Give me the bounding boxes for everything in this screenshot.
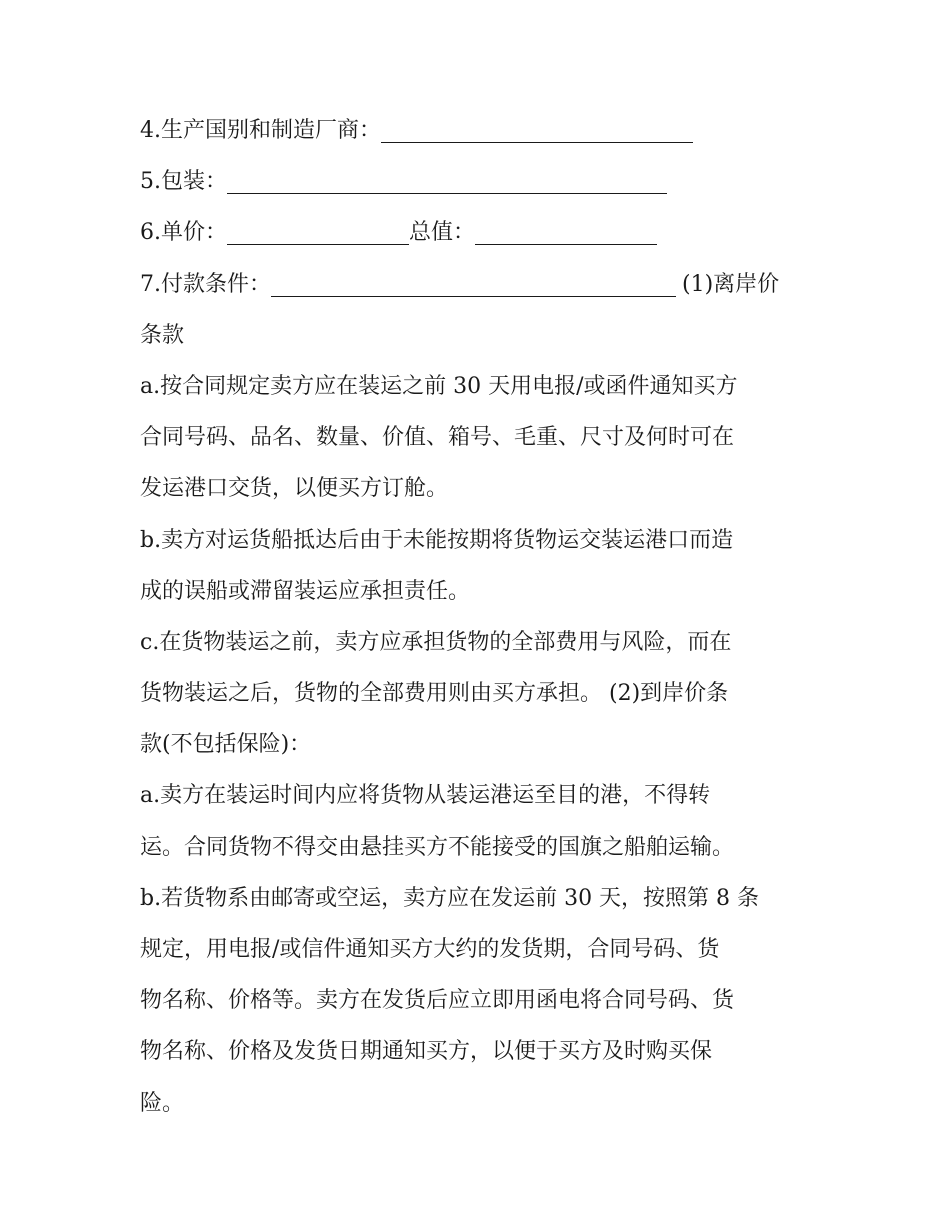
- clause-b2-line5: 险。: [140, 1090, 185, 1116]
- clause-b2-line3: 物名称、价格等。卖方在发货后应立即用函电将合同号码、货: [140, 988, 735, 1014]
- item-4-label: 4.生产国别和制造厂商：: [140, 118, 381, 143]
- payment-terms-blank: [271, 266, 676, 297]
- origin-manufacturer-blank: [381, 112, 693, 143]
- clause-b2-line4: 物名称、价格及发货日期通知买方，以便于买方及时购买保: [140, 1039, 713, 1065]
- clause-b1-line1: b.卖方对运货船抵达后由于未能按期将货物运交装运港口而造: [140, 527, 734, 553]
- clause-a2-line1: a.卖方在装运时间内应将货物从装运港运至目的港，不得转: [140, 783, 711, 809]
- clause-c1-line1: c.在货物装运之前，卖方应承担货物的全部费用与风险，而在: [140, 629, 732, 655]
- clause-b1-line2: 成的误船或滞留装运应承担责任。: [140, 578, 471, 604]
- item-7-continuation: 条款: [140, 322, 185, 348]
- clause-c1-line2: 货物装运之后，货物的全部费用则由买方承担。 (2)到岸价条: [140, 681, 729, 707]
- clause-b2-line1: b.若货物系由邮寄或空运，卖方应在发运前 30 天，按照第 8 条: [140, 885, 760, 911]
- clause-a1-line3: 发运港口交货，以便买方订舱。: [140, 476, 449, 502]
- unit-price-blank: [227, 214, 409, 245]
- clause-a1-line1: a.按合同规定卖方应在装运之前 30 天用电报/或函件通知买方: [140, 373, 738, 399]
- clause-c1-line3: 款(不包括保险)：: [140, 732, 312, 758]
- clause-a2-line2: 运。合同货物不得交由悬挂买方不能接受的国旗之船舶运输。: [140, 834, 735, 860]
- item-7-label: 7.付款条件：: [140, 271, 271, 297]
- item-5-label: 5.包装：: [140, 169, 227, 195]
- item-4-origin-manufacturer: [140, 105, 820, 156]
- item-7-payment: [140, 259, 820, 310]
- total-value-label: 总值：: [409, 220, 476, 246]
- contract-body: [140, 105, 820, 1129]
- fob-clause-heading: (1)离岸价: [682, 271, 780, 297]
- packing-blank: [227, 163, 667, 194]
- clause-b2-line2: 规定，用电报/或信件通知买方大约的发货期，合同号码、货: [140, 937, 720, 962]
- unit-price-label: 6.单价：: [140, 220, 227, 246]
- clause-a1-line2: 合同号码、品名、数量、价值、箱号、毛重、尺寸及何时可在: [140, 425, 735, 451]
- item-6-price: [140, 207, 820, 258]
- total-value-blank: [475, 214, 657, 245]
- item-5-packing: [140, 156, 820, 207]
